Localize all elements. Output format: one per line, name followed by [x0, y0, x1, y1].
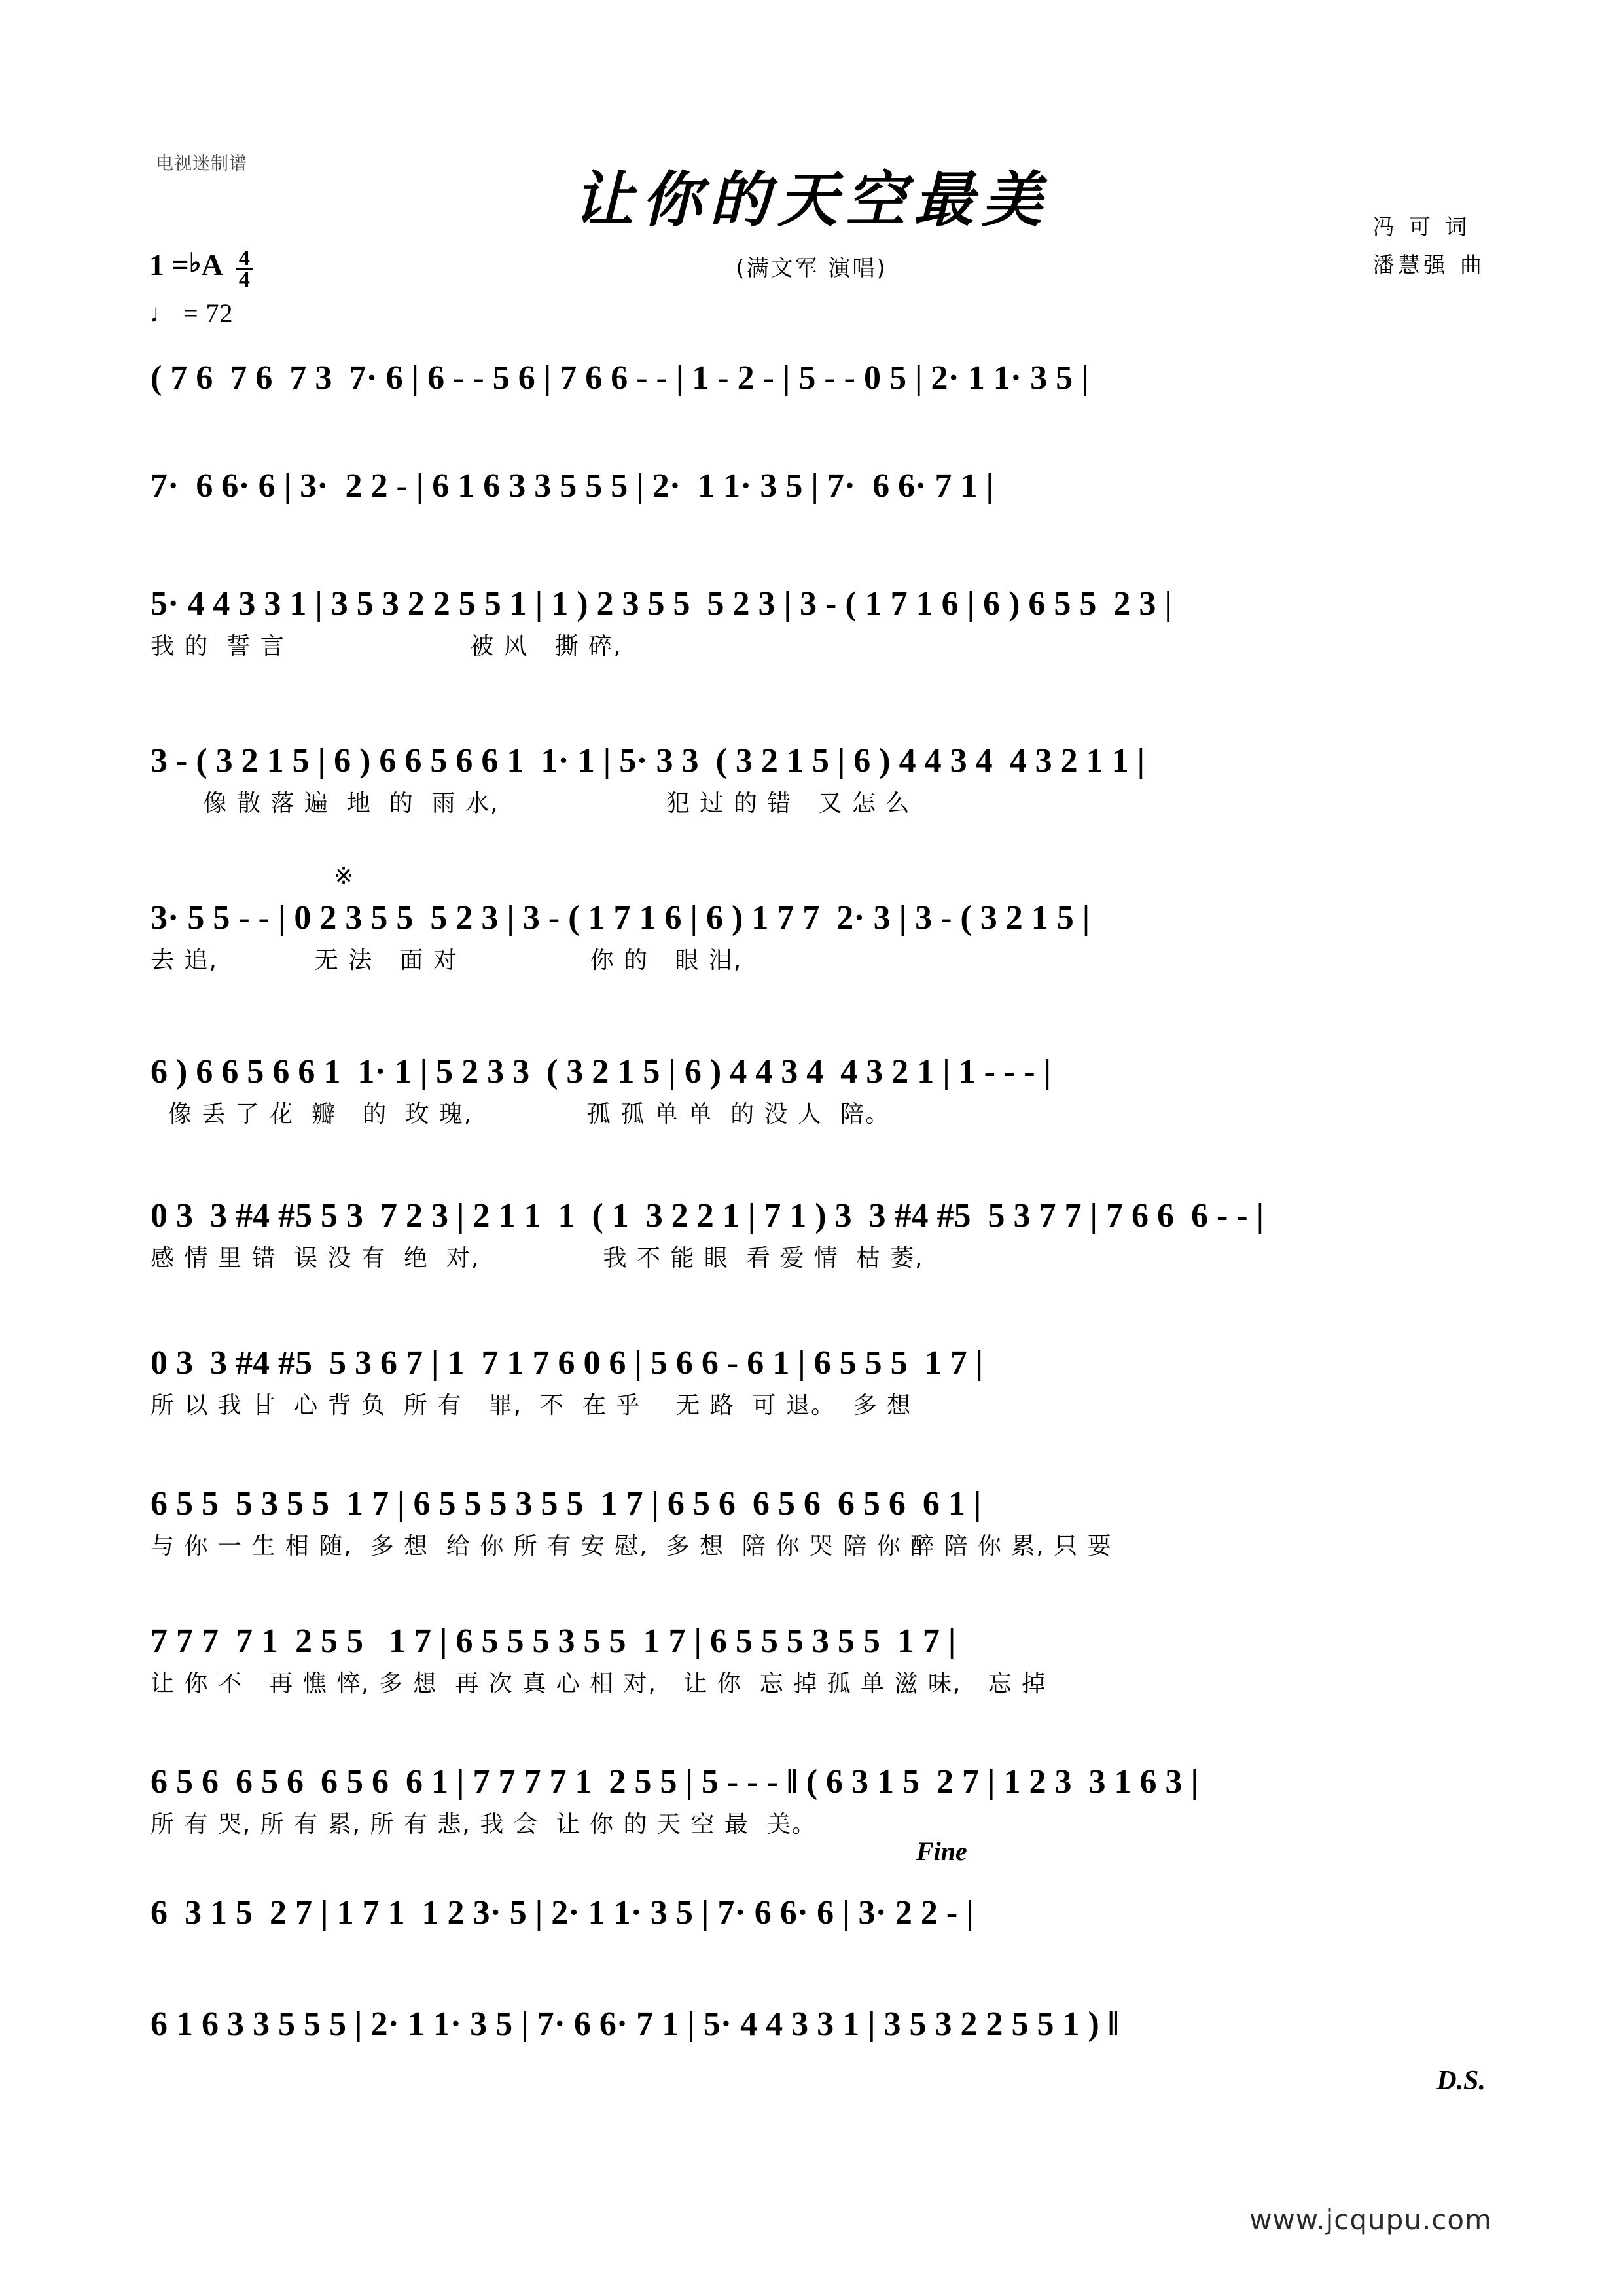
system-7 — [151, 1194, 1486, 1274]
time-signature-numerator: 4 — [236, 249, 253, 270]
engraver-credit: 电视迷制谱 — [156, 154, 247, 174]
notes-line: 6 3 1 5 2 7 | 1 7 1 1 2 3· 5 | 2· 1 1· 3 5 | 7· 6 6· 6 | 3· 2 2 - | — [151, 1894, 974, 1931]
lyrics-line: 像 散 落 遍 地 的 雨 水, 犯 过 的 错 又 怎 么 — [151, 790, 911, 817]
lyrics-line: 与 你 一 生 相 随, 多 想 给 你 所 有 安 慰, 多 想 陪 你 哭 陪 你 醉 陪 你 累, 只 要 — [151, 1533, 1113, 1560]
lyrics-line: 让 你 不 再 憔 悴, 多 想 再 次 真 心 相 对, 让 你 忘 掉 孤 单 滋 味, 忘 掉 — [151, 1670, 1047, 1697]
song-title: 让你的天空最美 — [573, 164, 1050, 235]
performer-subtitle: (满文军 演唱) — [736, 255, 887, 281]
segno-icon: ※ — [334, 863, 354, 889]
notes-line: 0 3 3 #4 #5 5 3 7 2 3 | 2 1 1 1 ( 1 3 2 2 1 | 7 1 ) 3 3 #4 #5 5 3 7 7 | 7 6 6 6 - - | — [151, 1197, 1264, 1234]
lyricist-credit: 冯 可 词 — [1372, 214, 1471, 240]
fine-marking: Fine — [916, 1837, 967, 1866]
system-6 — [151, 1050, 1486, 1130]
notes-line: 7 7 7 7 1 2 5 5 1 7 | 6 5 5 5 3 5 5 1 7 | 6 5 5 5 3 5 5 1 7 | — [151, 1623, 956, 1660]
key-note: A — [201, 248, 223, 281]
notes-line: 6 1 6 3 3 5 5 5 | 2· 1 1· 3 5 | 7· 6 6· 7 1 | 5· 4 4 3 3 1 | 3 5 3 2 2 5 5 1 ) ‖ — [151, 2005, 1119, 2043]
system-12 — [151, 1892, 1486, 1940]
notes-line: 3· 5 5 - - | 0 2 3 5 5 5 2 3 | 3 - ( 1 7 1 6 | 6 ) 1 7 7 2· 3 | 3 - ( 3 2 1 5 | — [151, 899, 1090, 937]
notes-line: 3 - ( 3 2 1 5 | 6 ) 6 6 5 6 6 1 1· 1 | 5· 3 3 ( 3 2 1 5 | 6 ) 4 4 3 4 4 3 2 1 1 | — [151, 742, 1145, 780]
notes-line: ( 7 6 7 6 7 3 7· 6 | 6 - - 5 6 | 7 6 6 - - | 1 - 2 - | 5 - - 0 5 | 2· 1 1· 3 5 | — [151, 359, 1089, 397]
system-4 — [151, 740, 1486, 819]
site-watermark: www.jcqupu.com — [1249, 2204, 1492, 2236]
lyrics-line: 像 丢 了 花 瓣 的 玫 瑰, 孤 孤 单 单 的 没 人 陪。 — [151, 1101, 890, 1128]
lyrics-line: 去 追, 无 法 面 对 你 的 眼 泪, — [151, 947, 743, 974]
system-2 — [151, 465, 1486, 513]
lyrics-line: 我 的 誓 言 被 风 撕 碎, — [151, 633, 622, 660]
lyrics-line: 所 以 我 甘 心 背 负 所 有 罪, 不 在 乎 无 路 可 退。 多 想 — [151, 1392, 912, 1419]
notes-line: 6 ) 6 6 5 6 6 1 1· 1 | 5 2 3 3 ( 3 2 1 5 | 6 ) 4 4 3 4 4 3 2 1 | 1 - - - | — [151, 1053, 1052, 1090]
system-3 — [151, 583, 1486, 662]
notes-line: 7· 6 6· 6 | 3· 2 2 - | 6 1 6 3 3 5 5 5 | 2· 1 1· 3 5 | 7· 6 6· 7 1 | — [151, 467, 993, 505]
key-label: 1 = — [149, 248, 189, 281]
system-8 — [151, 1342, 1486, 1422]
tempo-marking: ♩ = 72 — [149, 298, 234, 328]
key-and-tempo — [149, 247, 253, 329]
time-signature — [236, 246, 253, 292]
composer-credit: 潘慧强 曲 — [1372, 252, 1486, 278]
system-11 — [151, 1761, 1486, 1840]
author-credits — [1373, 208, 1486, 284]
ds-marking: D.S. — [1436, 2066, 1486, 2096]
system-13 — [151, 2003, 1486, 2051]
system-5 — [151, 897, 1486, 977]
flat-icon: ♭ — [188, 248, 202, 278]
notes-line: 6 5 6 6 5 6 6 5 6 6 1 | 7 7 7 7 1 2 5 5 | 5 - - - ‖ ( 6 3 1 5 2 7 | 1 2 3 3 1 6 3 | — [151, 1763, 1198, 1801]
notes-line: 5· 4 4 3 3 1 | 3 5 3 2 2 5 5 1 | 1 ) 2 3 5 5 5 2 3 | 3 - ( 1 7 1 6 | 6 ) 6 5 5 2 3 | — [151, 585, 1172, 622]
lyrics-line: 感 情 里 错 误 没 有 绝 对, 我 不 能 眼 看 爱 情 枯 萎, — [151, 1245, 924, 1272]
notes-line: 0 3 3 #4 #5 5 3 6 7 | 1 7 1 7 6 0 6 | 5 6 6 - 6 1 | 6 5 5 5 1 7 | — [151, 1344, 984, 1382]
system-9 — [151, 1482, 1486, 1562]
system-1 — [151, 357, 1486, 405]
lyrics-line: 所 有 哭, 所 有 累, 所 有 悲, 我 会 让 你 的 天 空 最 美。 — [151, 1811, 817, 1838]
notes-line: 6 5 5 5 3 5 5 1 7 | 6 5 5 5 3 5 5 1 7 | 6 5 6 6 5 6 6 5 6 6 1 | — [151, 1485, 982, 1522]
time-signature-denominator: 4 — [238, 268, 250, 292]
system-10 — [151, 1620, 1486, 1700]
